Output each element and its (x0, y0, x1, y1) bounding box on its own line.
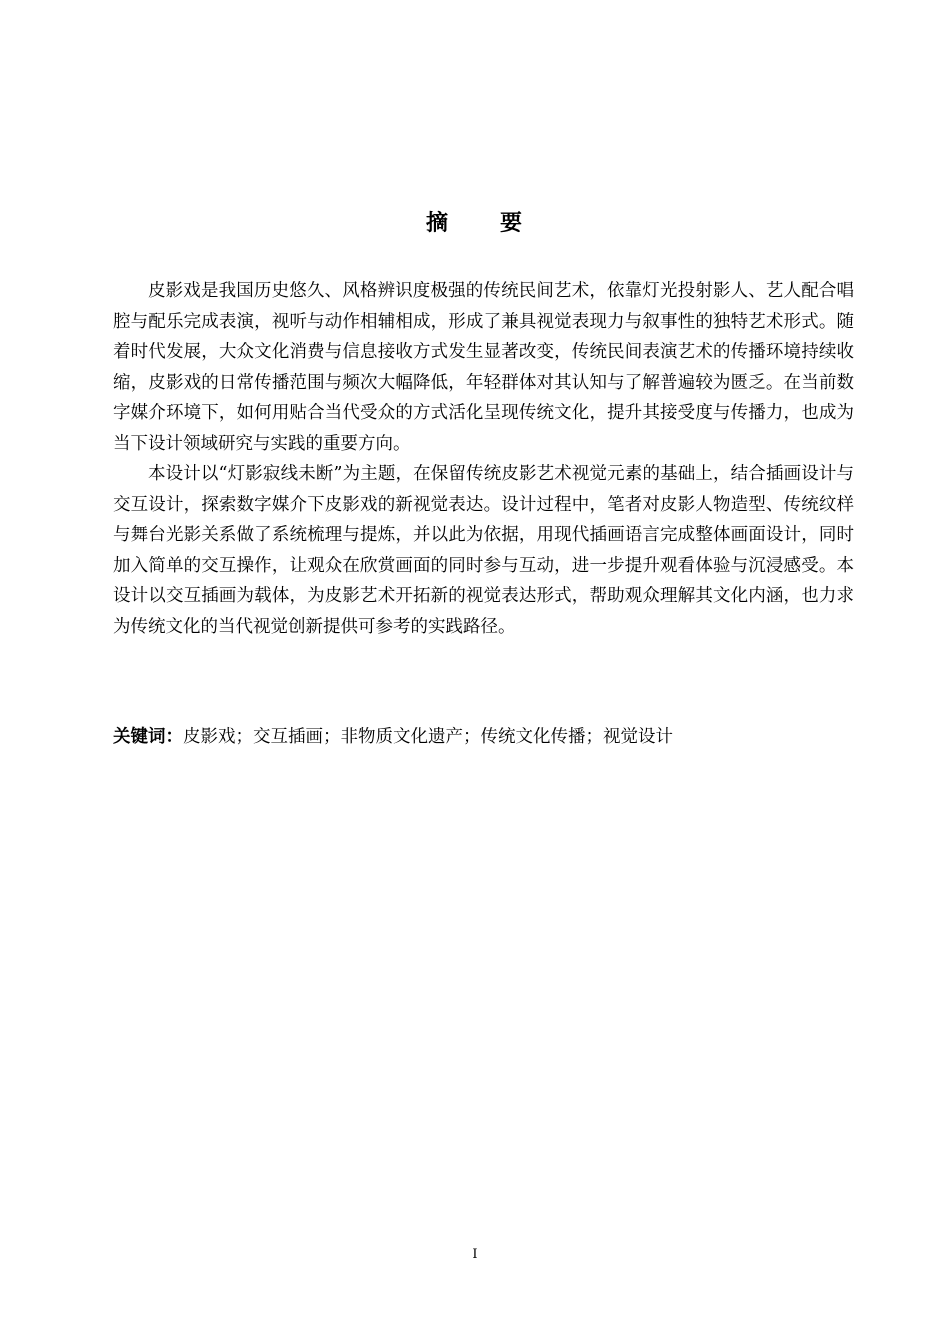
abstract-paragraph-1: 皮影戏是我国历史悠久、风格辨识度极强的传统民间艺术，依靠灯光投射影人、艺人配合唱腔与配乐完成表演，视听与动作相辅相成，形成了兼具视觉表现力与叙事性的独特艺术形式。随着时代发展，大众文化消费与信息接收方式发生显著改变，传统民间表演艺术的传播环境持续收缩，皮影戏的日常传播范围与频次大幅降低，年轻群体对其认知与了解普遍较为匮乏。在当前数字媒介环境下，如何用贴合当代受众的方式活化呈现传统文化，提升其接受度与传播力，也成为当下设计领域研究与实践的重要方向。 (113, 281, 854, 454)
keywords-text: 皮影戏；交互插画；非物质文化遗产；传统文化传播；视觉设计 (183, 727, 673, 747)
abstract-body (113, 276, 854, 642)
abstract-title (0, 209, 950, 239)
keywords-label: 关键词： (113, 727, 183, 747)
keywords-line (113, 722, 854, 752)
abstract-paragraph-2: 本设计以“灯影寂线未断”为主题，在保留传统皮影艺术视觉元素的基础上，结合插画设计与交互设计，探索数字媒介下皮影戏的新视觉表达。设计过程中，笔者对皮影人物造型、传统纹样与舞台光影关系做了系统梳理与提炼，并以此为依据，用现代插画语言完成整体画面设计，同时加入简单的交互操作，让观众在欣赏画面的同时参与互动，进一步提升观看体验与沉浸感受。本设计以交互插画为载体，为皮影艺术开拓新的视觉表达形式，帮助观众理解其文化内涵，也力求为传统文化的当代视觉创新提供可参考的实践路径。 (113, 464, 854, 637)
abstract-title-char-1: 摘 (425, 211, 450, 236)
page-number: I (472, 1247, 478, 1262)
abstract-title-char-2: 要 (500, 211, 525, 236)
